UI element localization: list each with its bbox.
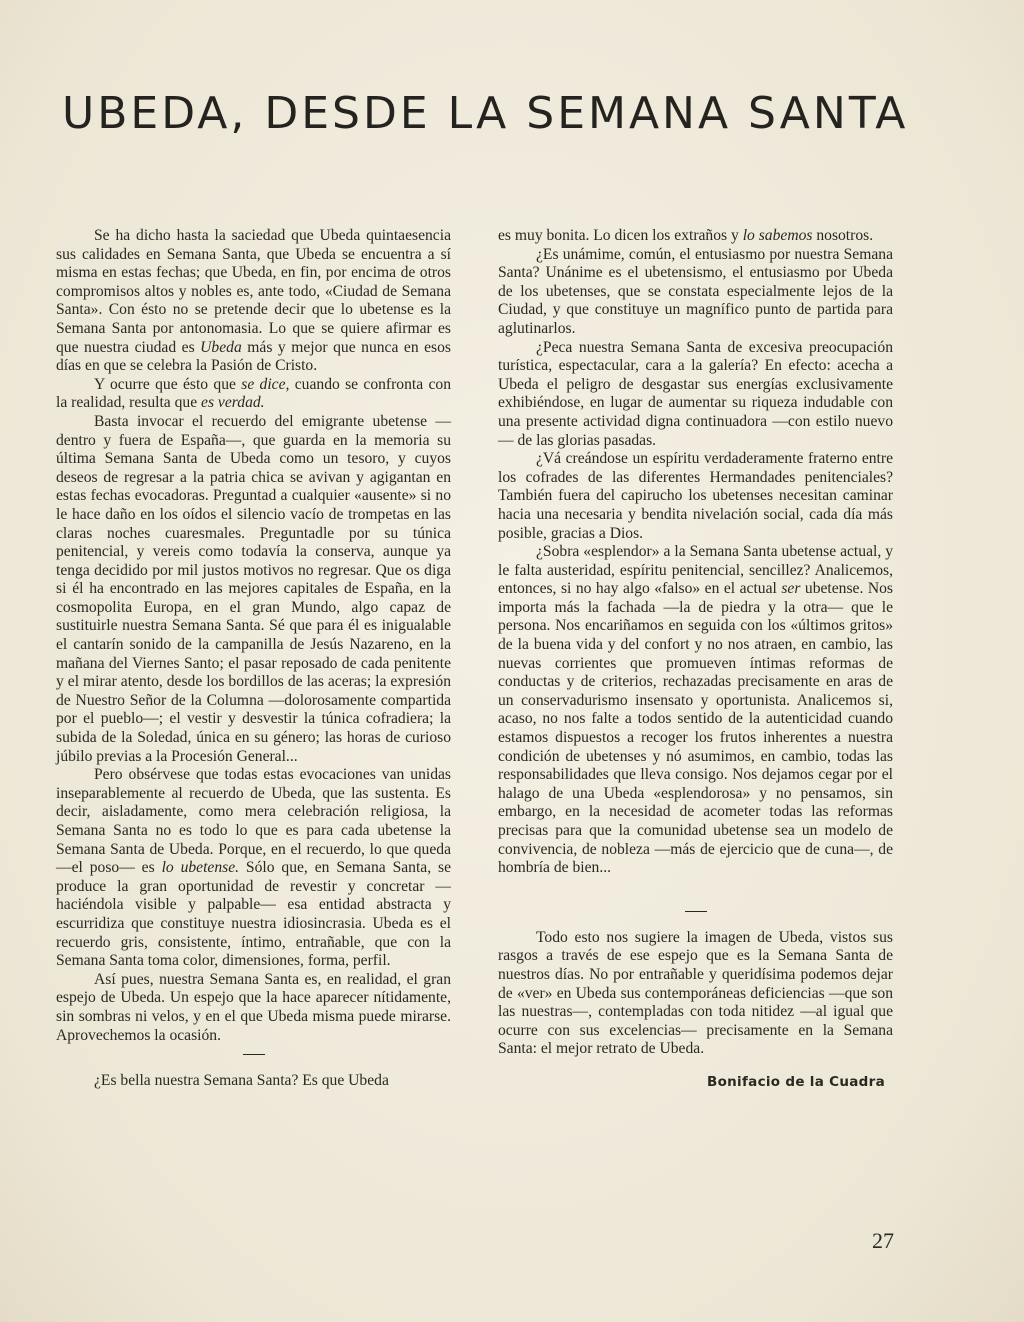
author-signature: Bonifacio de la Cuadra — [706, 1073, 885, 1090]
paragraph: ¿Vá creándose un espíritu verdaderamente fraterno entre los cofrades de las diferentes Hermandades penitenciales? También fuera del capirucho los ubetenses necesitan caminar hacia una necesaria y bendita nivelación social, cada día más posible, gracias a Dios. — [498, 450, 893, 542]
page-number: 27 — [872, 1228, 894, 1253]
paragraph: Se ha dicho hasta la saciedad que Ubeda quintaesencia sus calidades en Semana Santa, que Ubeda se encuentra a sí misma en estas fechas; que Ubeda, en fin, por encima de otros compromisos altos y nobles es, ante todo, «Ciudad de Semana Santa». Con ésto no se pretende decir que lo ubetense es la Semana Santa por antonomasia. Lo que se quiere afirmar es que nuestra ciudad es Ubeda más y mejor que nunca en esos días en que se celebra la Pasión de Cristo. — [56, 227, 451, 375]
paragraph: ¿Peca nuestra Semana Santa de excesiva preocupación turística, espectacular, cara a la galería? En efecto: acecha a Ubeda el peligro de desgastar sus energías exclusivamente exhibiéndose, en lugar de aumentar su riqueza indudable con una presente actividad digna continuadora —con estilo nuevo— de las glorias pasadas. — [498, 338, 893, 449]
section-separator — [243, 1054, 265, 1055]
paragraph: ¿Sobra «esplendor» a la Semana Santa ubetense actual, y le falta austeridad, espíritu penitencial, sencillez? Analicemos, entonces, si no hay algo «falso» en el actual ser ubetense. Nos importa más la fachada —la de piedra y la otra— que le persona. Nos encariñamos en seguida con los «últimos gritos» de la buena vida y del confort y no nos atraen, en cambio, las nuevas corrientes que promueven íntimas reformas de conductas y de criterios, rechazadas precisamente en aras de un conservadurismo insensato y oportunista. Analicemos si, acaso, no nos falte a todos sentido de la autenticidad cuando estamos dispuestos a recoger los frutos inherentes a nuestra condición de ubetenses y nó asumimos, en cambio, todas las responsabilidades que lleva consigo. Nos dejamos cegar por el halago de una Ubeda «esplendorosa» y no pensamos, sin embargo, en la necesidad de acometer todas las reformas precisas para que la comunidad ubetense sea un modelo de convivencia, de nobleza —más de ejercicio que de cuna—, de hombría de bien... — [498, 543, 893, 877]
article-title: UBEDA, DESDE LA SEMANA SANTA — [62, 88, 909, 139]
paragraph: Y ocurre que ésto que se dice, cuando se confronta con la realidad, resulta que es verdad. — [56, 375, 451, 412]
paragraph: Pero obsérvese que todas estas evocaciones van unidas inseparablemente al recuerdo de Ubeda, que las sustenta. Es decir, aisladamente, como mera celebración religiosa, la Semana Santa no es todo lo que es para cada ubetense la Semana Santa de Ubeda. Porque, en el recuerdo, lo que queda —el poso— es lo ubetense. Sólo que, en Semana Santa, se produce la gran oportunidad de revestir y concretar —haciéndola visible y palpable— esa entidad abstracta y escurridiza que constituye nuestra idiosincrasia. Ubeda es el recuerdo gris, consistente, íntimo, entrañable, que con la Semana Santa toma color, dimensiones, forma, perfil. — [56, 766, 451, 970]
paragraph: Todo esto nos sugiere la imagen de Ubeda, vistos sus rasgos a través de ese espejo que es la Semana Santa de nuestros días. No por entrañable y queridísima podemos dejar de «ver» en Ubeda sus contemporáneas deficiencias —que son las nuestras—, contempladas con toda nitidez —al igual que ocurre con sus excelencias— precisamente en la Semana Santa: el mejor retrato de Ubeda. — [498, 928, 893, 1058]
paragraph: ¿Es bella nuestra Semana Santa? Es que Ubeda — [94, 1072, 389, 1090]
section-separator — [685, 911, 707, 912]
paragraph: ¿Es unámime, común, el entusiasmo por nuestra Semana Santa? Unánime es el ubetensismo, el entusiasmo por Ubeda de los ubetenses, que se constata especialmente lejos de la Ciudad, y que constituye un magnífico punto de partida para aglutinarlos. — [498, 245, 893, 337]
right-column — [498, 227, 893, 1092]
paragraph: es muy bonita. Lo dicen los extraños y lo sabemos nosotros. — [498, 227, 874, 244]
paragraph: Basta invocar el recuerdo del emigrante ubetense —dentro y fuera de España—, que guarda en la memoria su última Semana Santa de Ubeda como un tesoro, y cuyos deseos de regresar a la patria chica se avivan y agigantan en estas fechas evocadoras. Preguntad a cualquier «ausente» si no le hace daño en los oídos el silencio vacío de trompetas en las claras noches cuaresmales. Preguntadle por su túnica penitencial, y vereis como todavía la conserva, aunque ya tenga decidido por mil justos motivos no regresar. Que os diga si él ha encontrado en las mejores capitales de España, en la cosmopolita Europa, en el gran Mundo, algo capaz de sustituirle nuestra Semana Santa. Sé que para él es inigualable el cantarín sonido de la campanilla de Jesús Nazareno, en la mañana del Viernes Santo; el pasar reposado de cada penitente y el mirar atento, desde los bordillos de las aceras; la expresión de Nuestro Señor de la Columna —dolorosamente compartida por el pueblo—; el vestir y desvestir la túnica cofradiera; la subida de la Soledad, única en su género; las horas de curioso júbilo previas a la Procesión General... — [56, 412, 451, 765]
paragraph: Así pues, nuestra Semana Santa es, en realidad, el gran espejo de Ubeda. Un espejo que la hace aparecer nítidamente, sin sombras ni velos, y en el que Ubeda misma puede mirarse. Aprovechemos la ocasión. — [56, 970, 451, 1044]
left-column — [56, 227, 451, 1091]
